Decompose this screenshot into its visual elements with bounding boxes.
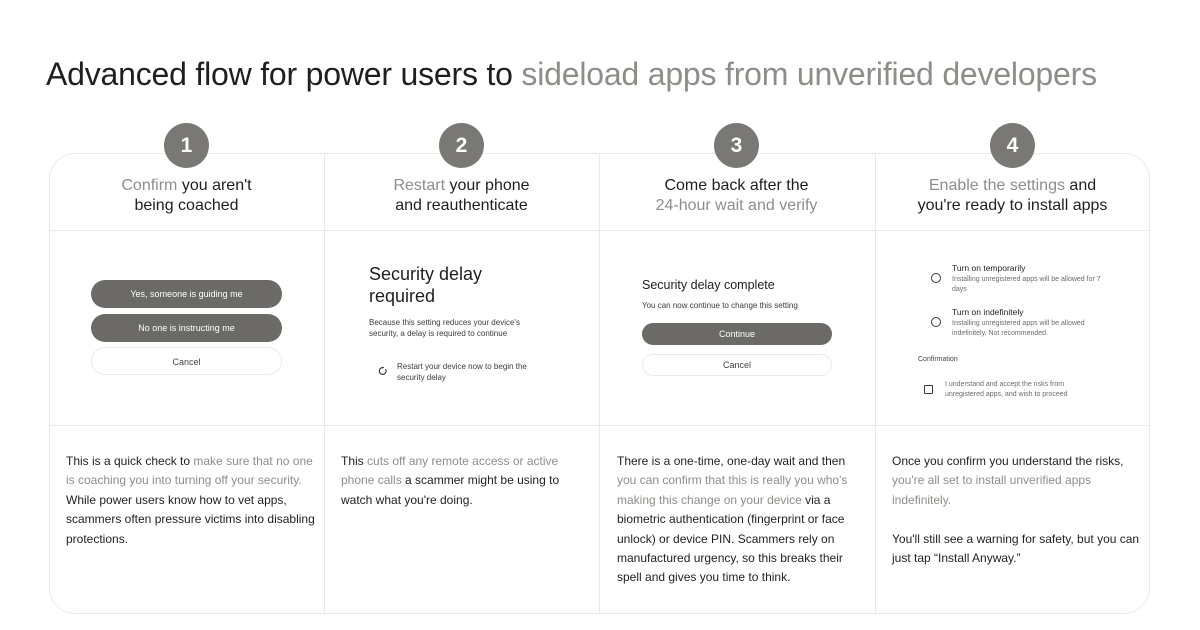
step-2-number-badge: 2	[439, 123, 484, 168]
step-4-desc-highlight: you're all set to install unverified apps indefinitely.	[892, 473, 1092, 507]
security-delay-complete-title: Security delay complete	[642, 278, 775, 292]
step-2-heading-line2: and reauthenticate	[395, 197, 528, 214]
step-4-desc-text-1: Once you confirm you understand the risks,	[892, 454, 1124, 468]
turn-on-indefinitely-sub: Installing unregistered apps will be allowed indefinitely. Not recommended.	[952, 320, 1085, 337]
turn-on-temporarily-label: Turn on temporarily	[952, 263, 1026, 273]
continue-button[interactable]: Continue	[642, 323, 832, 345]
step-3-desc-text-2: via a biometric authentication (fingerprint or face unlock) or device PIN. Scammers rely on manufactured urgency, so this breaks their spell and gives you time to think.	[617, 492, 845, 585]
title-part-1: Advanced flow for power users to	[46, 56, 522, 92]
security-delay-required-body: Because this setting reduces your device's security, a delay is required to continue	[369, 318, 520, 338]
step-4-heading-line2: you're ready to install apps	[917, 197, 1108, 214]
step-4-heading	[875, 176, 1150, 216]
security-delay-complete-body: You can now continue to change this setting	[642, 301, 798, 310]
column-divider-3	[875, 153, 876, 614]
step-1-desc-text-2: While power users know how to vet apps, scammers often pressure victims into disabling protections.	[66, 492, 315, 546]
yes-someone-guiding-button[interactable]: Yes, someone is guiding me	[91, 280, 282, 308]
step-3-heading-highlight: 24-hour wait and verify	[655, 197, 818, 214]
step-2-heading-rest: your phone	[445, 177, 530, 194]
step-4-description	[892, 452, 1142, 568]
turn-on-indefinitely-radio[interactable]	[931, 317, 941, 327]
step-2-desc-highlight: cuts off any remote access or active phone calls	[341, 454, 559, 488]
title-part-2-highlight: sideload apps from unverified developers	[521, 56, 1097, 92]
step-3-desc-highlight: you can confirm that this is really you who's making this change on your device	[617, 473, 848, 507]
step-3-cancel-button[interactable]: Cancel	[642, 354, 832, 376]
step-3-number-badge: 3	[714, 123, 759, 168]
column-divider-2	[599, 153, 600, 614]
step-1-heading	[49, 176, 324, 216]
turn-on-indefinitely-label: Turn on indefinitely	[952, 307, 1024, 317]
step-4-number-badge: 4	[990, 123, 1035, 168]
step-3-description	[617, 452, 867, 588]
accept-risks-checkbox[interactable]	[924, 385, 933, 394]
step-1-description	[66, 452, 316, 549]
step-3-desc-text-1: There is a one-time, one-day wait and then	[617, 454, 846, 468]
step-4-heading-highlight: Enable the settings	[928, 177, 1065, 194]
step-1-heading-line2: being coached	[134, 197, 239, 214]
step-2-desc-text-1: This	[341, 454, 368, 468]
step-4-desc-text-2: You'll still see a warning for safety, but you can just tap “Install Anyway.”	[892, 531, 1140, 566]
page-title	[46, 54, 1166, 94]
turn-on-temporarily-sub: Installing unregistered apps will be allowed for 7 days	[952, 276, 1101, 293]
step-3-heading	[599, 176, 874, 216]
security-delay-required-title: Security delay required	[369, 264, 483, 306]
step-1-number-badge: 1	[164, 123, 209, 168]
accept-risks-text: I understand and accept the risks from unregistered apps, and wish to proceed	[945, 381, 1068, 398]
turn-on-temporarily-radio[interactable]	[931, 273, 941, 283]
step-1-heading-rest: you aren't	[177, 177, 252, 194]
restart-icon	[378, 366, 388, 376]
step-1-cancel-button[interactable]: Cancel	[91, 347, 282, 375]
column-divider-1	[324, 153, 325, 614]
step-1-heading-highlight: Confirm	[121, 177, 178, 194]
step-2-desc-text-2: a scammer might be using to watch what you're doing.	[341, 473, 560, 507]
restart-device-item-text: Restart your device now to begin the security delay	[397, 362, 527, 382]
step-2-description	[341, 452, 591, 510]
confirmation-label: Confirmation	[918, 356, 958, 363]
step-2-heading	[324, 176, 599, 216]
step-1-desc-text-1: This is a quick check to	[66, 454, 194, 468]
no-one-instructing-button[interactable]: No one is instructing me	[91, 314, 282, 342]
step-1-desc-highlight: make sure that no one is coaching you into turning off your security.	[66, 454, 313, 488]
step-2-heading-highlight: Restart	[393, 177, 446, 194]
step-3-heading-line1: Come back after the	[664, 177, 809, 194]
step-4-heading-rest: and	[1064, 177, 1097, 194]
